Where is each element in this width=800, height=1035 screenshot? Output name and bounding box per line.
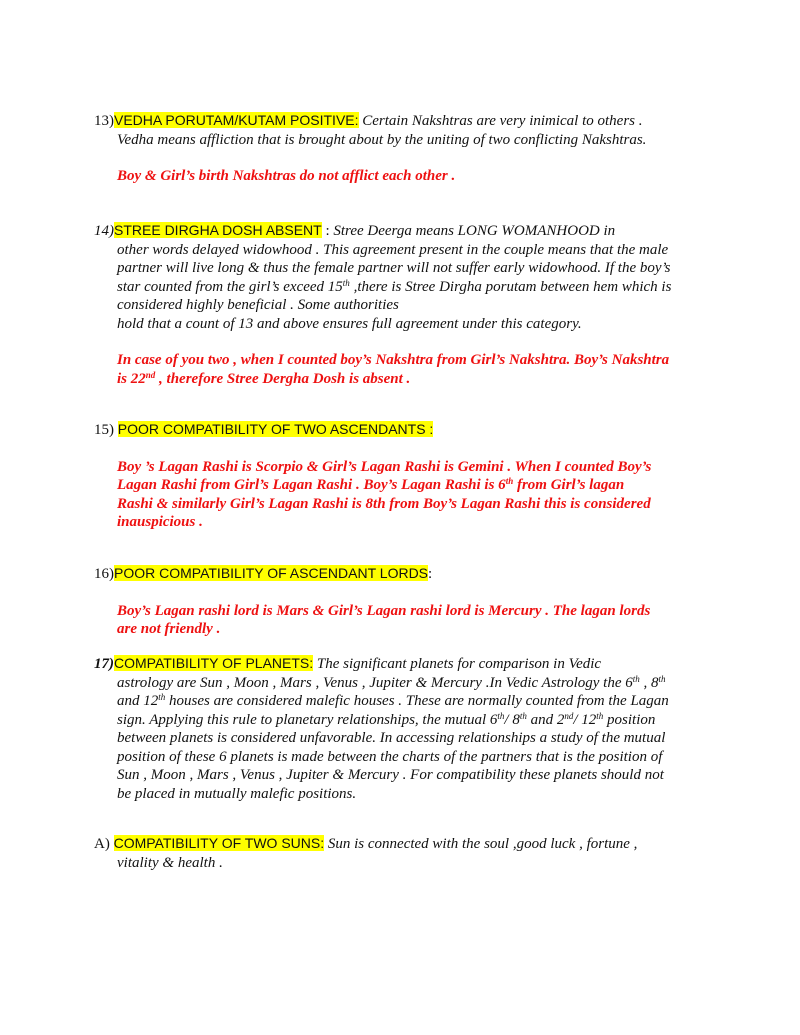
section-14-number: 14) (94, 223, 114, 239)
section-16-line-1: 16)POOR COMPATIBILITY OF ASCENDANT LORDS: (94, 565, 433, 582)
section-17: 17)COMPATIBILITY OF PLANETS: The significant planets for comparison in Vedic astrology are Sun , Moon , Mars , Venus , Jupiter & Mercury .In Vedic Astrology the 6th , 8th and 12th houses are considered malefic houses . These are normally counted from the Lagan sign. Applying this rule to planetary relationships, the mutual 6th/ 8th and 2nd/ 12th position between planets is considered unfavorable. In accessing relationships a study of the mutual position of these 6 planets is made between the charts of the partners that is the position of Sun , Moon , Mars , Venus , Jupiter & Mercury . For compatibility these planets should not be placed in mutually malefic positions. (94, 654, 714, 803)
section-15-result: Boy ’s Lagan Rashi is Scorpio & Girl’s Lagan Rashi is Gemini . When I counted Boy’s Lagan Rashi from Girl’s Lagan Rashi . Boy’s Lagan Rashi is 6th from Girl’s lagan Rashi & similarly Girl’s Lagan Rashi is 8th from Boy’s Lagan Rashi this is considered inauspicious . (117, 458, 652, 530)
section-14: 14)STREE DIRGHA DOSH ABSENT : Stree Deerga means LONG WOMANHOOD in other words delayed widowhood . This agreement present in the couple means that the male partner will live long & thus the female partner will not suffer early widowhood. If the boy’s star counted from the girl’s exceed 15th ,there is Stree Dirgha porutam between hem which is considered highly beneficial . Some authorities hold that a count of 13 and above ensures full agreement under this category. In case of you two , when I counted boy’s Nakshtra from Girl’s Nakshtra. Boy’s Nakshtra is 22nd , therefore Stree Dergha Dosh is absent . (94, 221, 714, 388)
section-15-number: 15) (94, 422, 118, 438)
section-a-line-1: A) COMPATIBILITY OF TWO SUNS: Sun is connected with the soul ,good luck , fortune , (94, 835, 638, 852)
section-13-number: 13) (94, 113, 114, 129)
section-17-number: 17) (94, 656, 114, 672)
section-14-result: In case of you two , when I counted boy’s Nakshtra from Girl’s Nakshtra. Boy’s Nakshtra is 22nd , therefore Stree Dergha Dosh is absent . (117, 352, 670, 387)
section-16-heading: POOR COMPATIBILITY OF ASCENDANT LORDS (114, 565, 429, 581)
section-15 (94, 420, 714, 532)
section-a-heading: COMPATIBILITY OF TWO SUNS: (113, 835, 325, 851)
section-a-number: A) (94, 836, 114, 852)
section-14-line-1: 14)STREE DIRGHA DOSH ABSENT : Stree Deerga means LONG WOMANHOOD in (94, 222, 616, 239)
section-16-number: 16) (94, 566, 114, 582)
section-a: A) COMPATIBILITY OF TWO SUNS: Sun is connected with the soul ,good luck , fortune , vitality & health . (94, 834, 714, 872)
section-16-result: Boy’s Lagan rashi lord is Mars & Girl’s Lagan rashi lord is Mercury . The lagan lords are not friendly . (117, 602, 651, 637)
section-13-line-1: 13)VEDHA PORUTAM/KUTAM POSITIVE: Certain Nakshtras are very inimical to others . (94, 112, 643, 129)
section-13: 13)VEDHA PORUTAM/KUTAM POSITIVE: Certain Nakshtras are very inimical to others . Vedha means affliction that is brought about by the uniting of two conflicting Nakshtras. Boy & Girl’s birth Nakshtras do not afflict each other . (94, 111, 714, 186)
section-15-line-1 (94, 420, 714, 440)
section-17-line-1: 17)COMPATIBILITY OF PLANETS: The significant planets for comparison in Vedic (94, 655, 602, 672)
section-16 (94, 564, 714, 639)
section-13-heading: VEDHA PORUTAM/KUTAM POSITIVE: (114, 112, 359, 128)
section-14-heading: STREE DIRGHA DOSH ABSENT (114, 222, 322, 238)
section-15-heading: POOR COMPATIBILITY OF TWO ASCENDANTS : (117, 421, 434, 437)
section-13-result: Boy & Girl’s birth Nakshtras do not afflict each other . (117, 168, 456, 184)
section-17-heading: COMPATIBILITY OF PLANETS: (114, 655, 314, 671)
